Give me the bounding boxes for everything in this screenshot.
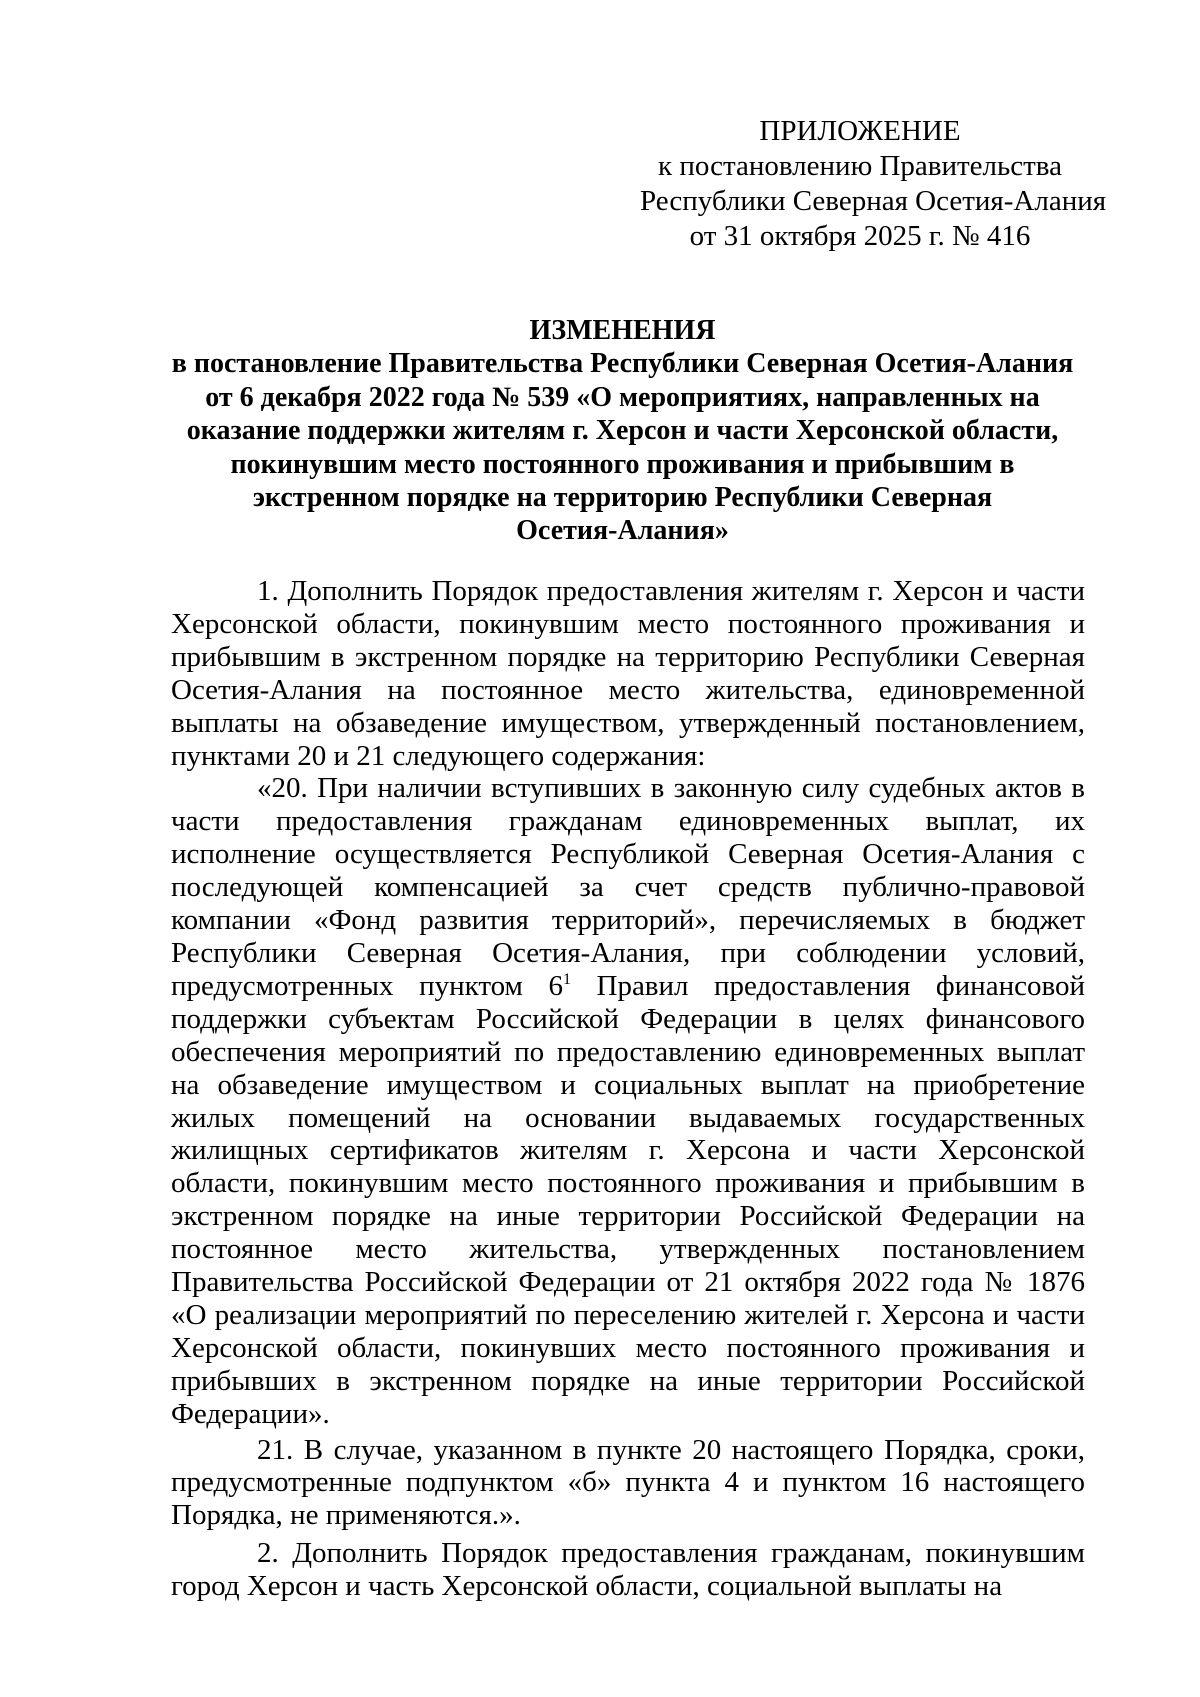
title-line: оказание поддержки жителям г. Херсон и части Херсонской области,: [186, 415, 1059, 447]
appendix-reference: к постановлению Правительства: [658, 150, 1062, 182]
superscript-index: 1: [562, 970, 571, 988]
title-heading: ИЗМЕНЕНИЯ: [529, 315, 716, 346]
paragraph-20: [171, 772, 1085, 1430]
appendix-republic: Республики Северная Осетия-Алания: [640, 185, 1107, 217]
document-body: [171, 575, 1085, 1603]
appendix-header: [640, 114, 1107, 254]
title-line: Осетия-Алания»: [516, 515, 729, 547]
document-title: [160, 314, 1085, 548]
appendix-label: ПРИЛОЖЕНИЕ: [759, 115, 961, 147]
paragraph-21: 21. В случае, указанном в пункте 20 настоящего Порядка, сроки, предусмотренные подпунктом «б» пункта 4 и пунктом 16 настоящего Порядка, не применяются.».: [171, 1433, 1085, 1532]
paragraph-1: 1. Дополнить Порядок предоставления жителям г. Херсон и части Херсонской области, покинувшим место постоянного проживания и прибывшим в экстренном порядке на территорию Республики Северная Осетия-Алания на постоянное место жительства, единовременной выплаты на обзаведение имуществом, утвержденный постановлением, пунктами 20 и 21 следующего содержания:: [171, 575, 1085, 772]
paragraph-2: 2. Дополнить Порядок предоставления гражданам, покинувшим город Херсон и часть Херсонской области, социальной выплаты на: [171, 1537, 1085, 1603]
appendix-date-number: от 31 октября 2025 г. № 416: [689, 220, 1031, 252]
paragraph-20-part-2: Правил предоставления финансовой поддержки субъектам Российской Федерации в целях финансового обеспечения мероприятий по предоставлению единовременных выплат на обзаведение имуществом и социальных выплат на приобретение жилых помещений на основании выдаваемых государственных жилищных сертификатов жителям г. Херсона и части Херсонской области, покинувшим место постоянного проживания и прибывшим в экстренном порядке на иные территории Российской Федерации на постоянное место жительства, утвержденных постановлением Правительства Российской Федерации от 21 октября 2022 года № 1876 «О реализации мероприятий по переселению жителей г. Херсона и части Херсонской области, покинувших место постоянного проживания и прибывших в экстренном порядке на иные территории Российской Федерации».: [171, 969, 1085, 1430]
title-line: покинувшим место постоянного проживания и прибывшим в: [230, 448, 1015, 480]
title-line: от 6 декабря 2022 года № 539 «О мероприятиях, направленных на: [205, 381, 1040, 413]
title-line: в постановление Правительства Республики Северная Осетия-Алания: [171, 348, 1074, 380]
paragraph-20-part-1: «20. При наличии вступивших в законную силу судебных актов в части предоставления гражданам единовременных выплат, их исполнение осуществляется Республикой Северная Осетия-Алания с последующей компенсацией за счет средств публично-правовой компании «Фонд развития территорий», перечисляемых в бюджет Республики Северная Осетия-Алания, при соблюдении условий, предусмотренных пунктом 6: [171, 772, 1085, 1002]
title-line: экстренном порядке на территорию Республики Северная: [252, 482, 993, 514]
